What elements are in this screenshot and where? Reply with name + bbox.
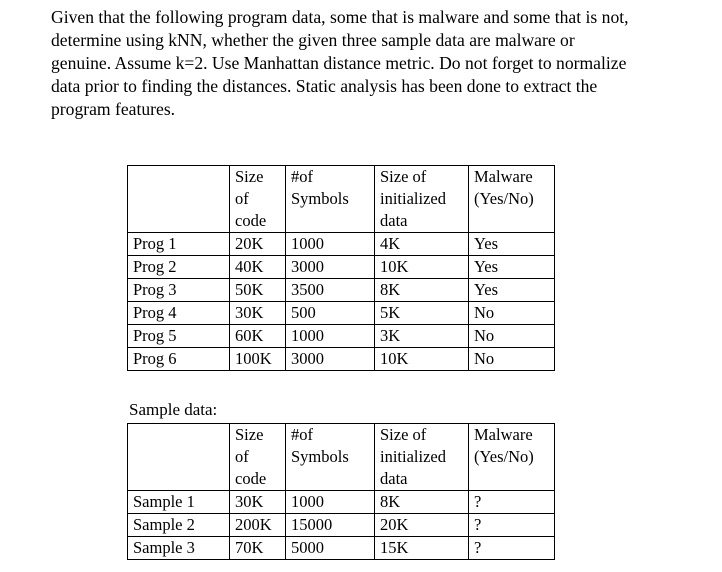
cell-initialized-data: 20K (375, 514, 469, 537)
table-row (128, 302, 555, 325)
cell-malware: No (469, 325, 555, 348)
cell-initialized-data: 3K (375, 325, 469, 348)
row-name: Prog 2 (128, 256, 230, 279)
cell-malware: Yes (469, 279, 555, 302)
header-size-initialized-data: Size of initialized data (375, 166, 469, 233)
cell-malware: ? (469, 491, 555, 514)
row-name: Sample 2 (128, 514, 230, 537)
cell-size-of-code: 70K (230, 537, 286, 560)
table-header-row (128, 166, 555, 233)
question-text (51, 6, 716, 121)
cell-num-symbols: 5000 (286, 537, 375, 560)
question-line: Given that the following program data, some that is malware and some that is not, (51, 7, 629, 27)
table-row (128, 325, 555, 348)
table-row (128, 348, 555, 371)
question-line: genuine. Assume k=2. Use Manhattan distance metric. Do not forget to normalize (51, 53, 627, 73)
header-num-symbols: #of Symbols (286, 166, 375, 233)
sample-data-label: Sample data: (129, 400, 218, 419)
table-header-row (128, 424, 555, 491)
table-row (128, 233, 555, 256)
cell-num-symbols: 3000 (286, 256, 375, 279)
header-size-initialized-data: Size of initialized data (375, 424, 469, 491)
header-malware: Malware (Yes/No) (469, 166, 555, 233)
training-data-table (127, 165, 555, 371)
table-row (128, 514, 555, 537)
cell-initialized-data: 10K (375, 348, 469, 371)
table-row (128, 256, 555, 279)
row-name: Prog 3 (128, 279, 230, 302)
row-name: Prog 5 (128, 325, 230, 348)
cell-num-symbols: 1000 (286, 233, 375, 256)
header-num-symbols: #of Symbols (286, 424, 375, 491)
question-line: determine using kNN, whether the given three sample data are malware or (51, 30, 575, 50)
cell-malware: ? (469, 537, 555, 560)
cell-num-symbols: 3500 (286, 279, 375, 302)
cell-initialized-data: 10K (375, 256, 469, 279)
table-row (128, 537, 555, 560)
header-cell-empty (128, 424, 230, 491)
cell-num-symbols: 15000 (286, 514, 375, 537)
table-row (128, 491, 555, 514)
row-name: Sample 1 (128, 491, 230, 514)
row-name: Prog 4 (128, 302, 230, 325)
question-line: data prior to finding the distances. Static analysis has been done to extract the (51, 76, 598, 96)
question-line: program features. (51, 99, 176, 119)
cell-size-of-code: 20K (230, 233, 286, 256)
cell-initialized-data: 8K (375, 491, 469, 514)
cell-size-of-code: 100K (230, 348, 286, 371)
header-malware: Malware (Yes/No) (469, 424, 555, 491)
cell-malware: No (469, 302, 555, 325)
cell-malware: No (469, 348, 555, 371)
header-size-of-code: Size of code (230, 424, 286, 491)
header-cell-empty (128, 166, 230, 233)
table-row (128, 279, 555, 302)
sample-data-table (127, 423, 555, 560)
cell-size-of-code: 30K (230, 302, 286, 325)
cell-num-symbols: 1000 (286, 491, 375, 514)
cell-size-of-code: 50K (230, 279, 286, 302)
cell-size-of-code: 40K (230, 256, 286, 279)
cell-size-of-code: 200K (230, 514, 286, 537)
cell-num-symbols: 3000 (286, 348, 375, 371)
cell-malware: Yes (469, 233, 555, 256)
cell-size-of-code: 30K (230, 491, 286, 514)
cell-malware: Yes (469, 256, 555, 279)
header-size-of-code: Size of code (230, 166, 286, 233)
row-name: Prog 6 (128, 348, 230, 371)
cell-num-symbols: 500 (286, 302, 375, 325)
cell-malware: ? (469, 514, 555, 537)
cell-initialized-data: 5K (375, 302, 469, 325)
cell-initialized-data: 15K (375, 537, 469, 560)
row-name: Prog 1 (128, 233, 230, 256)
cell-initialized-data: 4K (375, 233, 469, 256)
row-name: Sample 3 (128, 537, 230, 560)
cell-num-symbols: 1000 (286, 325, 375, 348)
cell-size-of-code: 60K (230, 325, 286, 348)
cell-initialized-data: 8K (375, 279, 469, 302)
